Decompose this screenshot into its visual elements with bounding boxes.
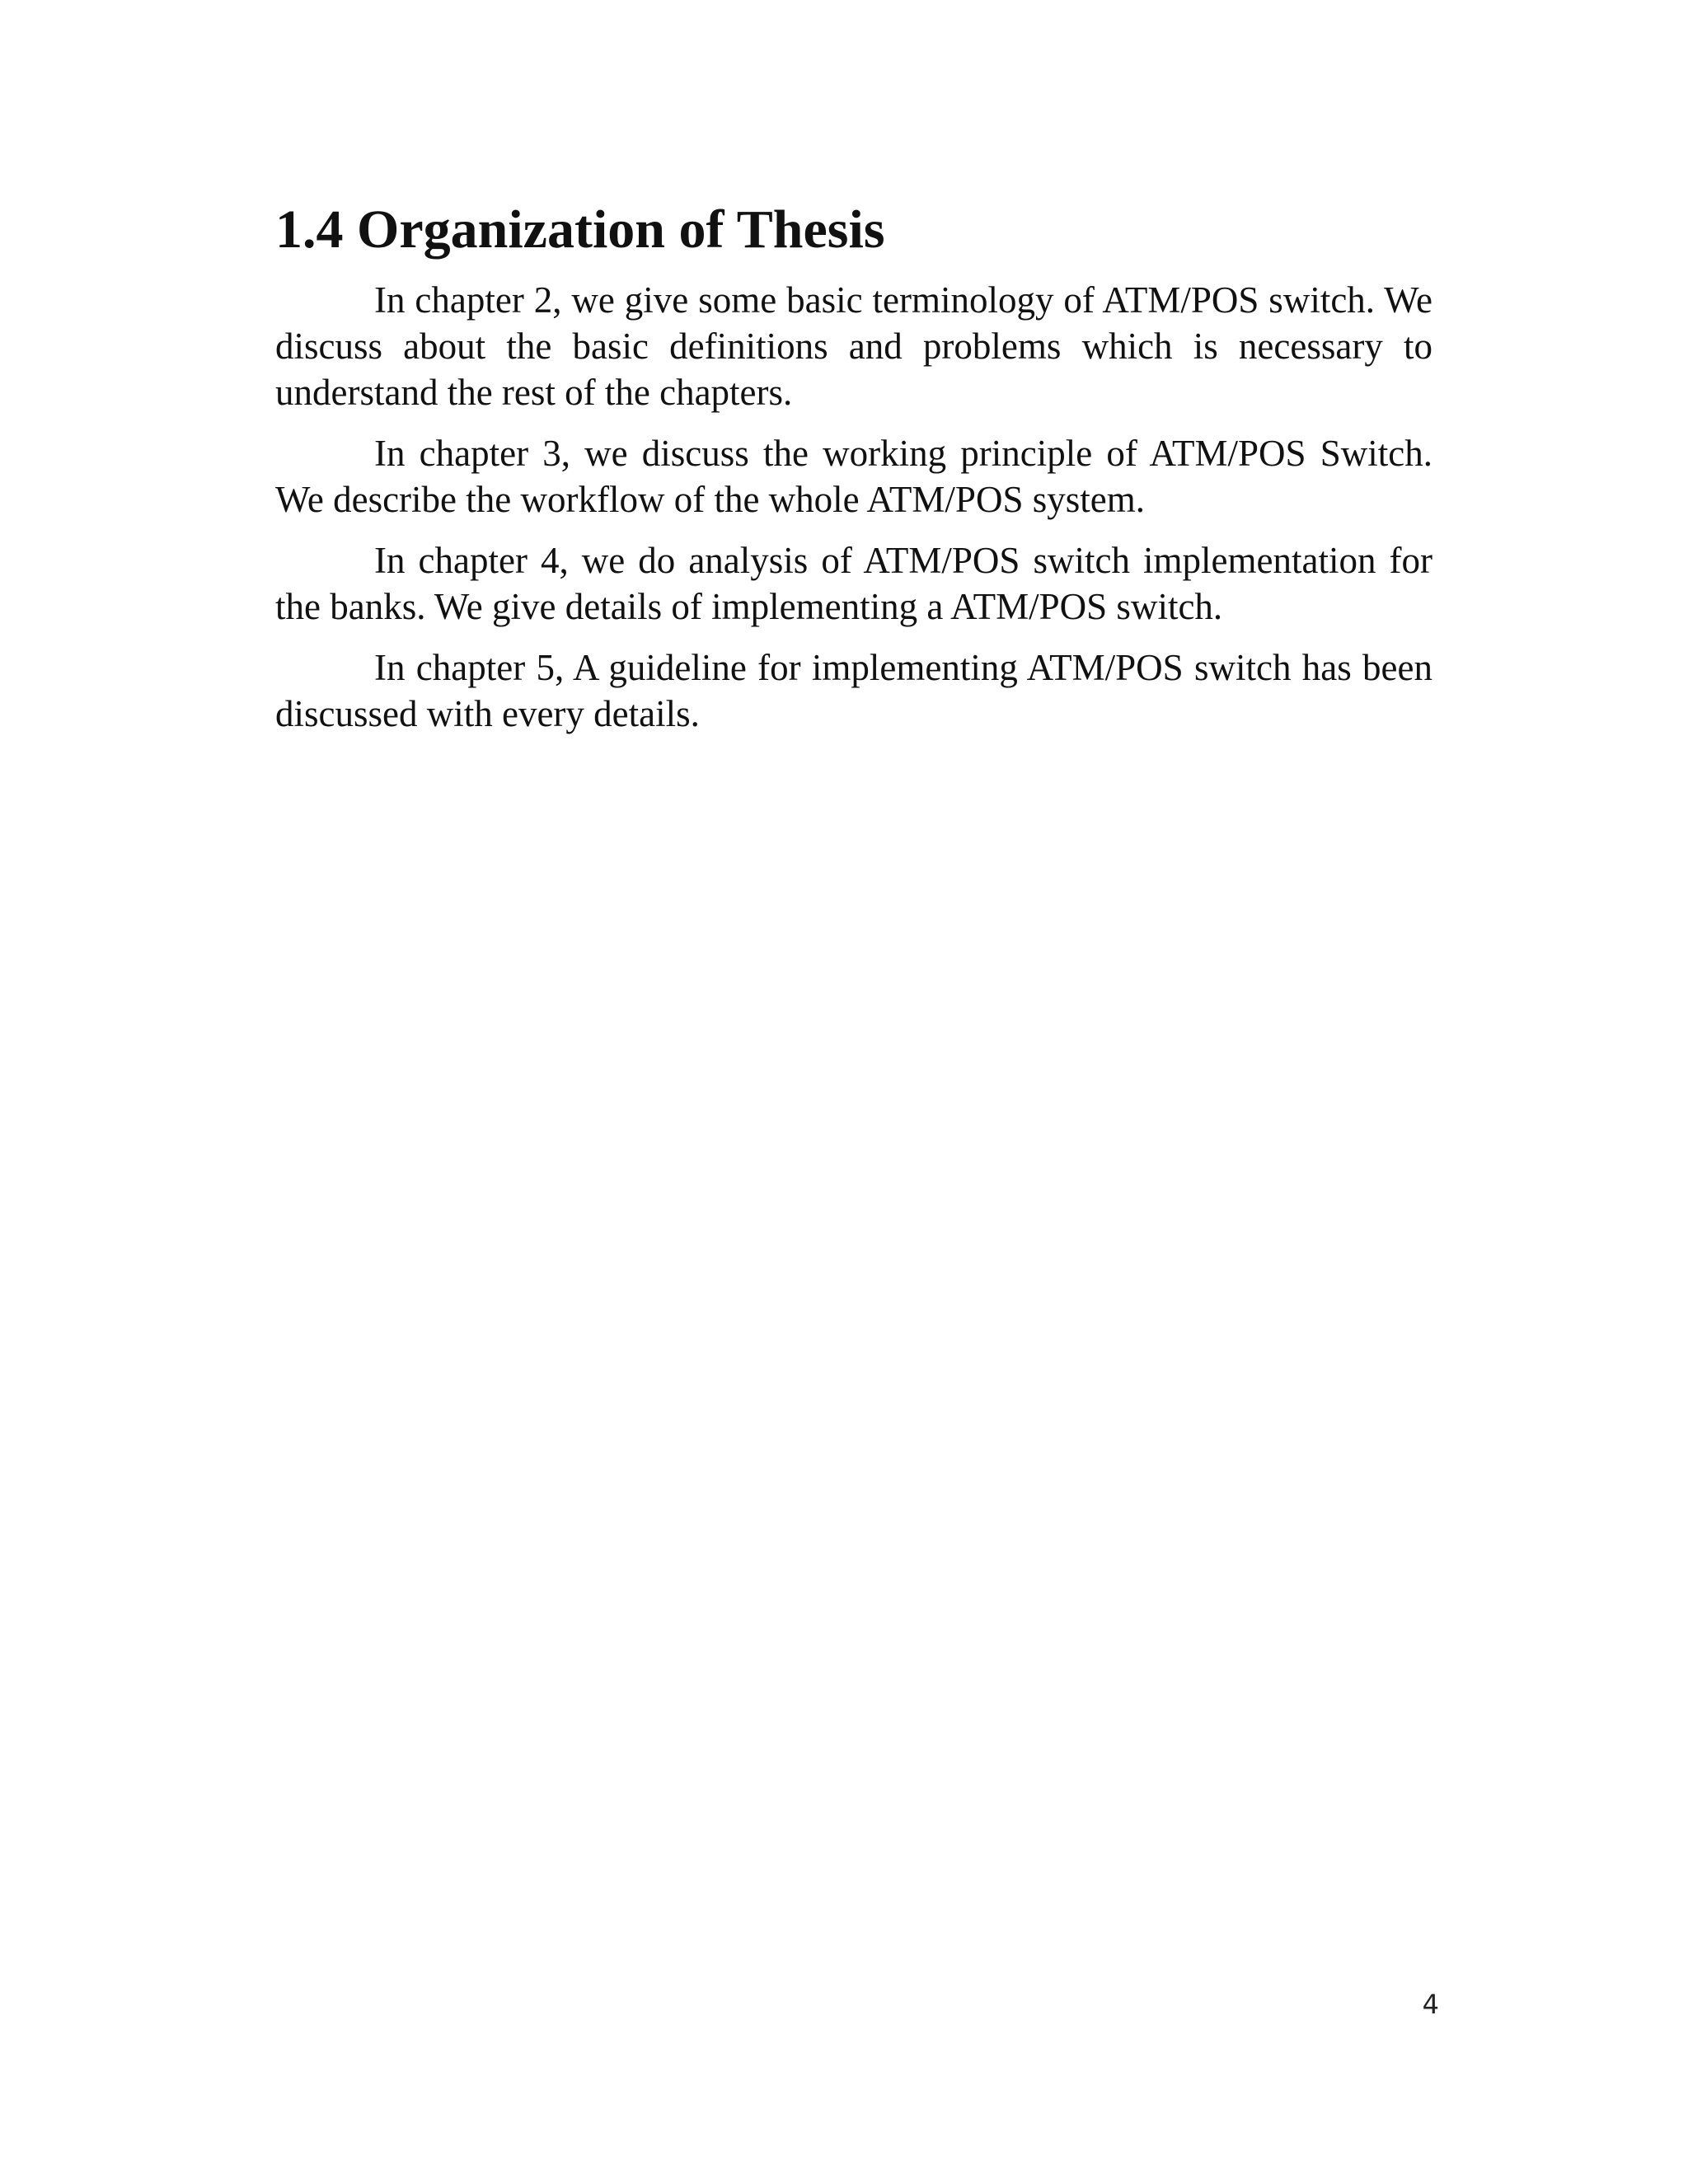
page-content: [275, 191, 1432, 737]
paragraph-chapter-3: In chapter 3, we discuss the working principle of ATM/POS Switch. We describe the workflow of the whole ATM/POS system.: [275, 433, 1432, 520]
section-heading: 1.4 Organization of Thesis: [275, 199, 885, 260]
paragraph-chapter-4: In chapter 4, we do analysis of ATM/POS switch implementation for the banks. We give details of implementing a ATM/POS switch.: [275, 540, 1432, 627]
page-number: 4: [1422, 1989, 1439, 2020]
paragraph-chapter-2: In chapter 2, we give some basic terminology of ATM/POS switch. We discuss about the basic definitions and problems which is necessary to understand the rest of the chapters.: [275, 279, 1432, 413]
paragraph-chapter-5: In chapter 5, A guideline for implementing ATM/POS switch has been discussed with every details.: [275, 647, 1432, 734]
